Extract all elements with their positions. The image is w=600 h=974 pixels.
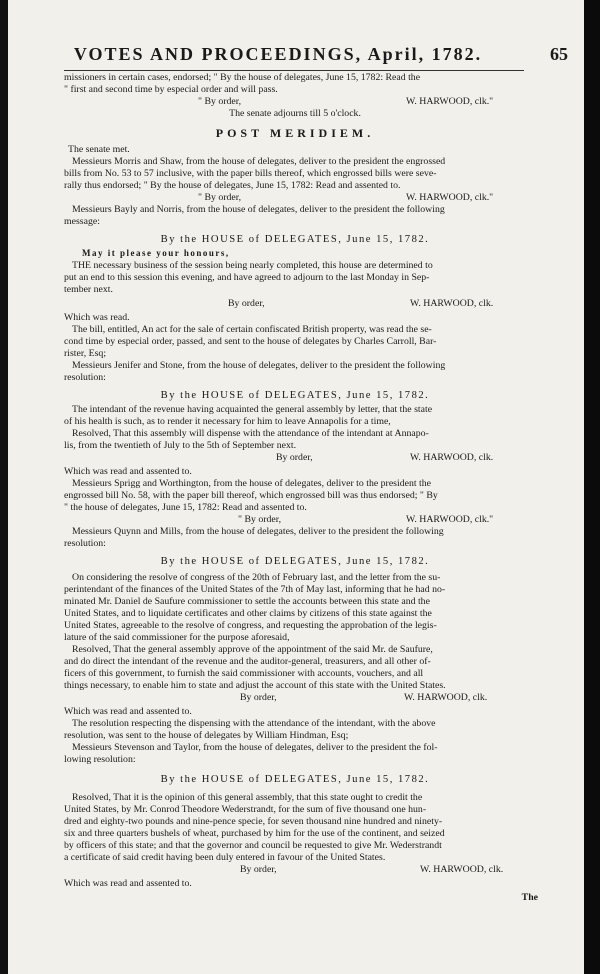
- text-line: Messieurs Quynn and Mills, from the house of delegates, deliver to the president the following: [72, 526, 444, 537]
- text-line: dred and eighty-two pounds and nine-pence specie, for seven thousand nine hundred and ninety-: [64, 816, 443, 827]
- resolution-heading: By the HOUSE of DELEGATES, June 15, 1782.: [160, 774, 430, 785]
- text-line: Messieurs Sprigg and Worthington, from the house of delegates, deliver to the president the: [72, 478, 431, 489]
- text-line: By order,: [240, 692, 277, 703]
- text-line: By order,: [240, 864, 277, 875]
- text-line: and do direct the intendant of the revenue and the auditor-general, treasurers, and all other of-: [64, 656, 431, 667]
- text-line: lature of the said commissioner for the purpose aforesaid,: [64, 632, 290, 643]
- text-line: United States, and to liquidate certificates and other claims by citizens of this state against the: [64, 608, 432, 619]
- text-line: " the house of delegates, June 15, 1782: Read and assented to.: [64, 502, 307, 513]
- text-line: Resolved, That it is the opinion of this general assembly, that this state ought to credit the: [72, 792, 423, 803]
- book-page: [8, 0, 584, 974]
- text-line: Messieurs Morris and Shaw, from the house of delegates, deliver to the president the engrossed: [72, 156, 446, 167]
- text-line: Which was read and assented to.: [64, 706, 192, 717]
- text-line: resolution, was sent to the house of delegates by William Hindman, Esq;: [64, 730, 349, 741]
- text-line: resolution:: [64, 372, 106, 383]
- text-line: of his health is such, as to render it necessary for him to leave Annapolis for a time,: [64, 416, 391, 427]
- text-line: bills from No. 53 to 57 inclusive, with the paper bills thereof, which engrossed bills were seve-: [64, 168, 437, 179]
- resolution-heading: By the HOUSE of DELEGATES, June 15, 1782.: [160, 556, 430, 567]
- text-line: lowing resolution:: [64, 754, 136, 765]
- text-line: The bill, entitled, An act for the sale of certain confiscated British property, was read the se-: [72, 324, 432, 335]
- text-line: message:: [64, 216, 100, 227]
- page-edge-shadow: [584, 0, 600, 974]
- text-line: Messieurs Jenifer and Stone, from the house of delegates, deliver to the president the following: [72, 360, 446, 371]
- text-line: " first and second time by especial order and will pass.: [64, 84, 278, 95]
- text-line: " By order,: [238, 514, 282, 525]
- text-line: " By order,: [198, 192, 242, 203]
- clerk-signature: W. HARWOOD, clk.: [410, 452, 494, 463]
- clerk-signature: W. HARWOOD, clk.": [406, 96, 494, 107]
- text-line: perintendant of the finances of the United States of the 7th of May last, informing that he had no-: [64, 584, 446, 595]
- clerk-signature: W. HARWOOD, clk.": [406, 192, 494, 203]
- text-line: six and three quarters bushels of wheat, purchased by him for the use of the continent, and seized: [64, 828, 445, 839]
- text-line: The senate met.: [68, 144, 130, 155]
- text-line: things necessary, to enable him to state and adjust the account of this state with the United States.: [64, 680, 446, 691]
- address-line: May it please your honours,: [82, 248, 230, 258]
- resolution-heading: By the HOUSE of DELEGATES, June 15, 1782.: [160, 390, 430, 401]
- text-line: a certificate of said credit having been duly entered in favour of the United States.: [64, 852, 386, 863]
- text-line: The resolution respecting the dispensing with the attendance of the intendant, with the above: [72, 718, 436, 729]
- text-line: THE necessary business of the session being nearly completed, this house are determined to: [72, 260, 433, 271]
- text-line: missioners in certain cases, endorsed; " By the house of delegates, June 15, 1782: Read the: [64, 72, 421, 83]
- text-line: by officers of this state; and that the governor and council be requested to give Mr. Wederstrandt: [64, 840, 442, 851]
- text-line: rally thus endorsed; " By the house of delegates, June 15, 1782: Read and assented to.: [64, 180, 401, 191]
- header-rule: [64, 70, 524, 71]
- text-line: lis, from the twentieth of July to the 5th of September next.: [64, 440, 297, 451]
- text-line: Resolved, That this assembly will dispense with the attendance of the intendant at Annapo-: [72, 428, 429, 439]
- clerk-signature: W. HARWOOD, clk.: [404, 692, 488, 703]
- resolution-heading: By the HOUSE of DELEGATES, June 15, 1782.: [160, 234, 430, 245]
- catchword: The: [521, 892, 538, 903]
- running-title: VOTES AND PROCEEDINGS, April, 1782.: [73, 44, 483, 64]
- text-line: By order,: [228, 298, 265, 309]
- text-line: Messieurs Stevenson and Taylor, from the house of delegates, deliver to the president the fol-: [72, 742, 438, 753]
- text-line: Which was read and assented to.: [64, 466, 192, 477]
- page-number: 65: [550, 44, 568, 64]
- text-line: engrossed bill No. 58, with the paper bill thereof, which engrossed bill was thus endorsed; " By: [64, 490, 438, 501]
- running-header: [8, 44, 584, 68]
- text-line: Which was read.: [64, 312, 130, 323]
- text-line: cond time by especial order, passed, and sent to the house of delegates by Charles Carroll, Bar-: [64, 336, 437, 347]
- text-line: tember next.: [64, 284, 113, 295]
- text-line: minated Mr. Daniel de Saufure commissioner to settle the accounts between this state and the: [64, 596, 430, 607]
- text-line: Messieurs Bayly and Norris, from the house of delegates, deliver to the president the following: [72, 204, 445, 215]
- text-line: resolution:: [64, 538, 106, 549]
- text-line: United States, by Mr. Conrod Theodore Wederstrandt, for the sum of five thousand one hun-: [64, 804, 427, 815]
- section-heading: POST MERIDIEM.: [215, 126, 375, 140]
- text-line: United States, agreeable to the resolve of congress, and requesting the approbation of the legis-: [64, 620, 437, 631]
- text-line: The intendant of the revenue having acquainted the general assembly by letter, that the state: [72, 404, 433, 415]
- text-line: put an end to this session this evening, and have agreed to adjourn to the last Monday in Sep-: [64, 272, 430, 283]
- text-line: Resolved, That the general assembly approve of the appointment of the said Mr. de Saufure,: [72, 644, 433, 655]
- text-line: By order,: [276, 452, 313, 463]
- text-line: rister, Esq;: [64, 348, 107, 359]
- clerk-signature: W. HARWOOD, clk.": [406, 514, 494, 525]
- clerk-signature: W. HARWOOD, clk.: [420, 864, 504, 875]
- text-line: Which was read and assented to.: [64, 878, 192, 889]
- text-line: ficers of this government, to furnish the said commissioner with accounts, vouchers, and all: [64, 668, 424, 679]
- text-line: On considering the resolve of congress of the 20th of February last, and the letter from the su-: [72, 572, 441, 583]
- text-line: " By order,: [198, 96, 242, 107]
- clerk-signature: W. HARWOOD, clk.: [410, 298, 494, 309]
- text-line: The senate adjourns till 5 o'clock.: [229, 108, 361, 119]
